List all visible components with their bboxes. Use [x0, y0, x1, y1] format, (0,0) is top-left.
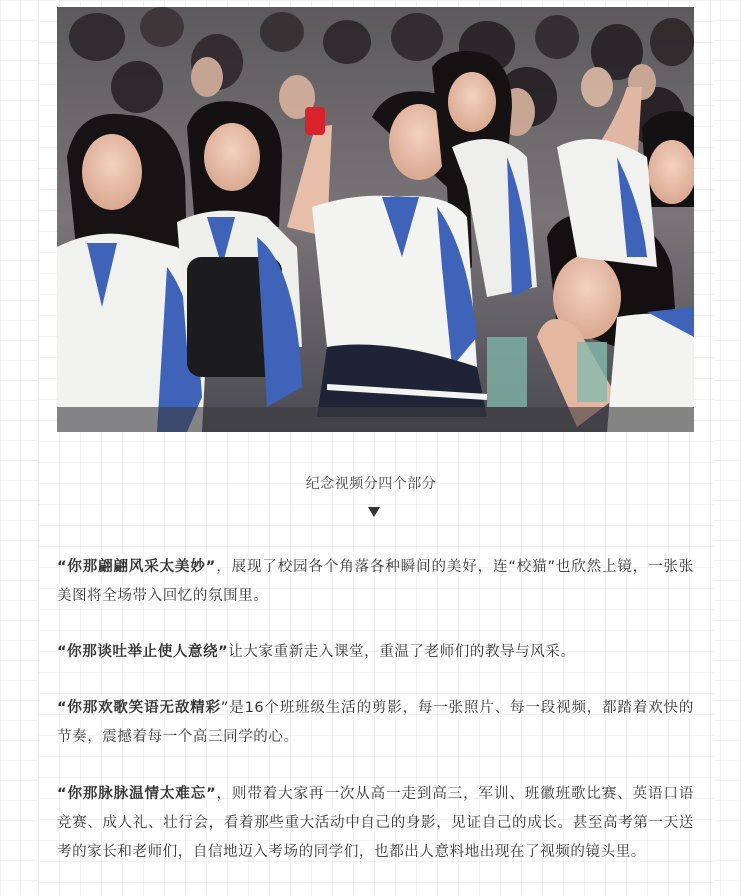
paragraph-1-title: “你那翩翩风采太美妙”	[57, 559, 216, 575]
paragraph-2-text: 让大家重新走入课堂，重温了老师们的教导与风采。	[228, 644, 576, 660]
paragraph-1	[57, 553, 694, 611]
paragraph-4-title: “你那脉脉温情太难忘”	[57, 786, 217, 802]
paragraph-2-title: “你那谈吐举止使人意绕”	[57, 644, 229, 660]
students-photo	[57, 7, 694, 432]
paragraph-1-text: ，展现了校园各个角落各种瞬间的美好，连“校猫”也欣然上镜，一张张美图将全场带入回忆的氛围里。	[57, 559, 694, 604]
section-caption: 纪念视频分四个部分	[305, 476, 437, 492]
paragraph-4-text: ，则带着大家再一次从高一走到高三，军训、班徽班歌比赛、英语口语竞赛、成人礼、壮行会，看着那些重大活动中自己的身影，见证自己的成长。甚至高考第一天送考的家长和老师们，自信地迈入考场的同学们，也都出人意料地出现在了视频的镜头里。	[57, 786, 694, 860]
paragraph-3	[57, 694, 694, 752]
down-triangle-icon	[368, 507, 380, 517]
paragraph-4	[57, 780, 694, 867]
paragraph-3-text: ”是16个班班级生活的剪影，每一张照片、每一段视频，都踏着欢快的节奏，震撼着每一个高三同学的心。	[57, 700, 694, 745]
paragraph-3-title: “你那欢歌笑语无敌精彩	[57, 700, 221, 716]
paragraph-2	[57, 638, 694, 667]
